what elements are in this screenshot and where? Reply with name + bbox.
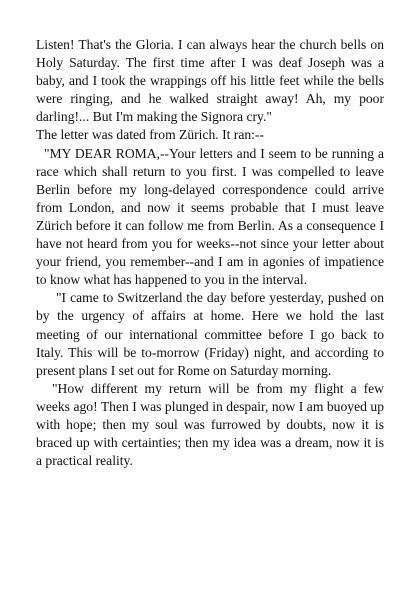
paragraph-1: Listen! That's the Gloria. I can always hear the church bells on Holy Saturday. The first time after I was deaf Joseph was a baby, and I took the wrappings off his little feet while the bells were ringing, and he walked straight away! Ah, my poor darling!... But I'm making the Signora cry.": [36, 37, 384, 125]
document-page: [36, 36, 384, 470]
paragraph-5: "How different my return will be from my flight a few weeks ago! Then I was plunged in despair, now I am buoyed up with hope; then my soul was furrowed by doubts, now it is braced up with certainties; then my idea was a dream, now it is a practical reality.: [36, 380, 384, 469]
paragraph-3: "MY DEAR ROMA,--Your letters and I seem to be running a race which shall return to you first. I was compelled to leave Berlin before my long-delayed correspondence could arrive from London, and now it seems probable that I must leave Zürich before it can follow me from Berlin. As a consequence I have not heard from you for weeks--not since your letter about your friend, you remember--and I am in agonies of impatience to know what has happened to you in the interval.: [36, 145, 384, 288]
paragraph-4: "I came to Switzerland the day before yesterday, pushed on by the urgency of affairs at home. Here we hold the last meeting of our international committee before I go back to Italy. This will be to-morrow (Friday) night, and according to present plans I set out for Rome on Saturday morning.: [36, 290, 384, 378]
paragraph-2: The letter was dated from Zürich. It ran:--: [36, 127, 264, 143]
